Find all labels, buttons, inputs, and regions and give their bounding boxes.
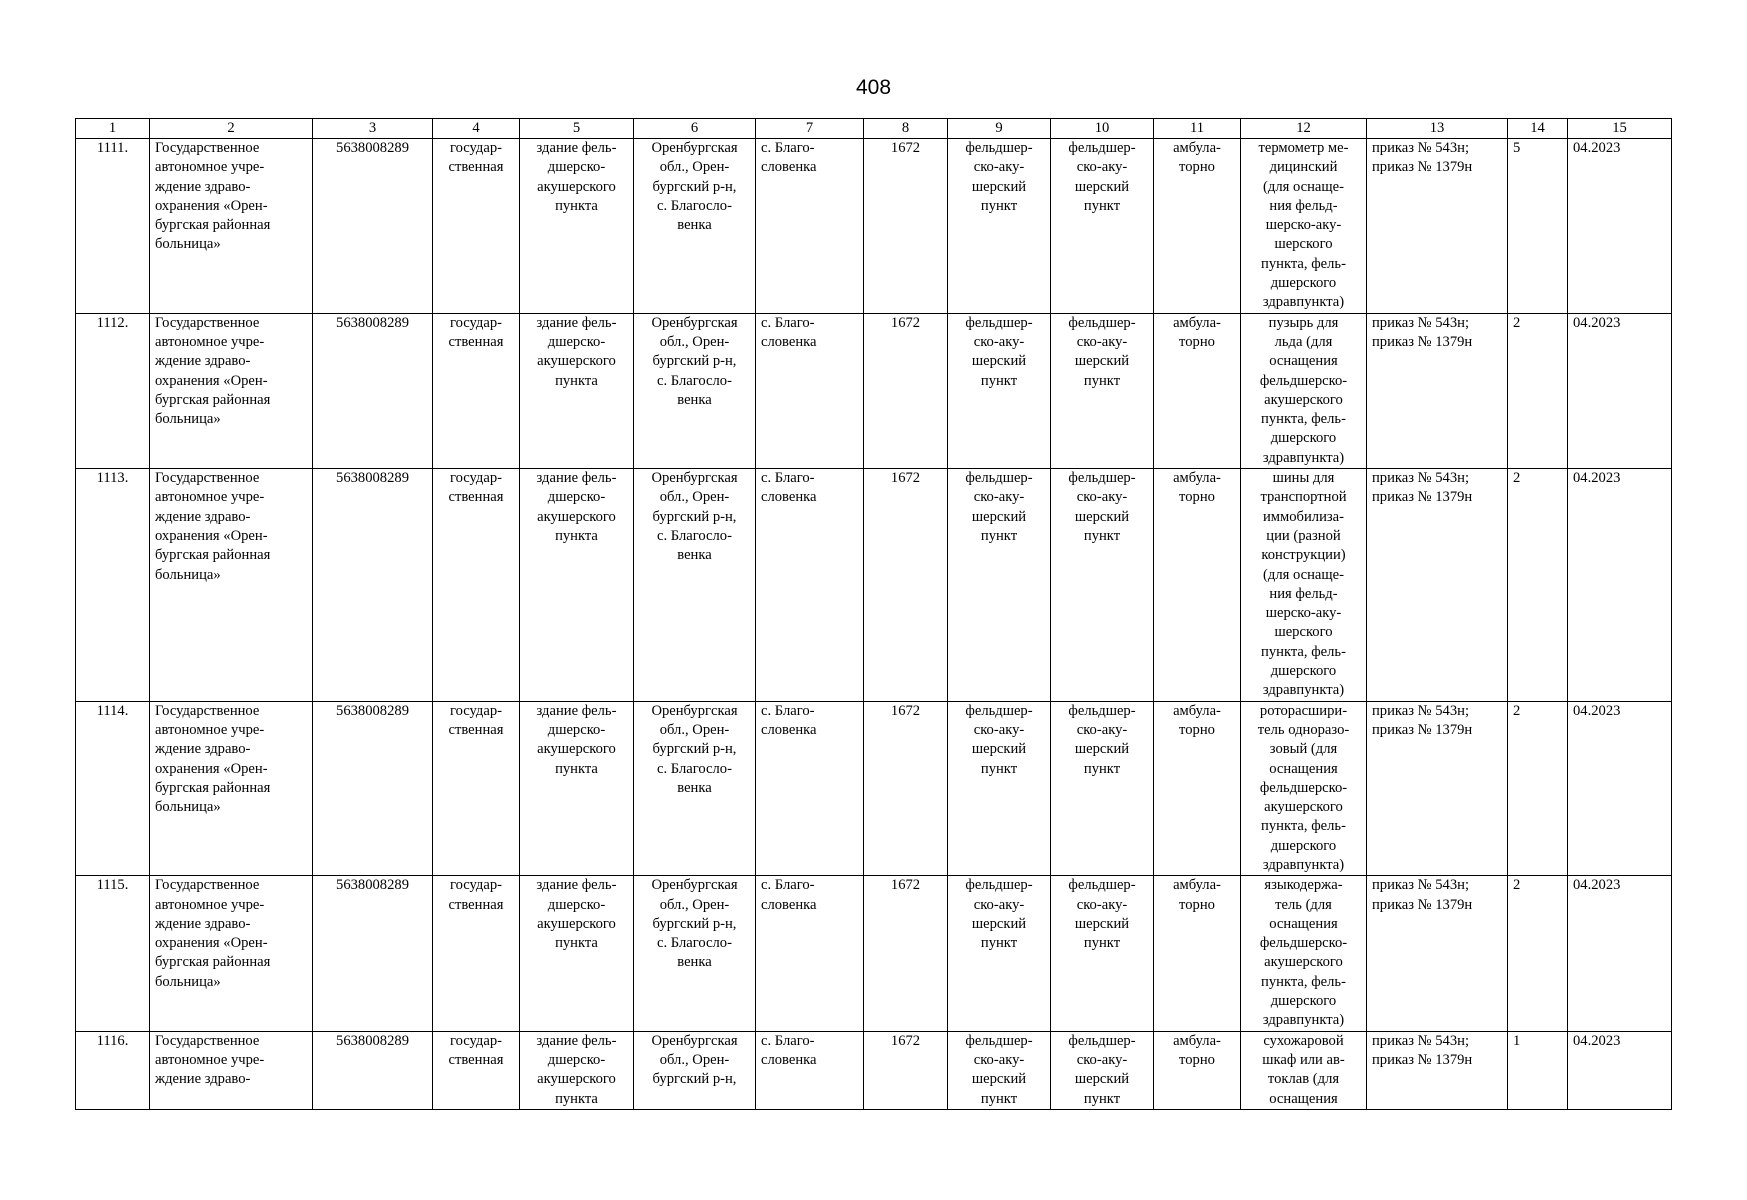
order: приказ № 543н; приказ № 1379н — [1367, 469, 1508, 702]
date: 04.2023 — [1568, 139, 1672, 314]
header-cell: 6 — [634, 119, 756, 139]
code: 1672 — [864, 876, 948, 1031]
row-number: 1113. — [76, 469, 150, 702]
building: здание фель- дшерско- акушерского пункта — [520, 139, 634, 314]
care-form: амбула- торно — [1154, 1031, 1241, 1109]
row-number: 1115. — [76, 876, 150, 1031]
ownership: государ- ственная — [433, 313, 520, 468]
order: приказ № 543н; приказ № 1379н — [1367, 1031, 1508, 1109]
organization-name: Государственное автономное учре- ждение здраво- охранения «Орен- бургская районная больница» — [150, 469, 313, 702]
table-row — [76, 701, 1672, 876]
header-cell: 8 — [864, 119, 948, 139]
quantity: 2 — [1508, 313, 1568, 468]
inn: 5638008289 — [313, 469, 433, 702]
header-cell: 5 — [520, 119, 634, 139]
header-cell: 3 — [313, 119, 433, 139]
organization-name: Государственное автономное учре- ждение здраво- — [150, 1031, 313, 1109]
row-number: 1114. — [76, 701, 150, 876]
table-row — [76, 139, 1672, 314]
code: 1672 — [864, 701, 948, 876]
table-row — [76, 1031, 1672, 1109]
code: 1672 — [864, 313, 948, 468]
address: Оренбургская обл., Орен- бургский р-н, — [634, 1031, 756, 1109]
unit-name: фельдшер- ско-аку- шерский пункт — [1051, 876, 1154, 1031]
unit-type: фельдшер- ско-аку- шерский пункт — [948, 139, 1051, 314]
unit-type: фельдшер- ско-аку- шерский пункт — [948, 313, 1051, 468]
locality: с. Благо- словенка — [756, 139, 864, 314]
unit-type: фельдшер- ско-аку- шерский пункт — [948, 876, 1051, 1031]
header-cell: 2 — [150, 119, 313, 139]
ownership: государ- ственная — [433, 701, 520, 876]
locality: с. Благо- словенка — [756, 313, 864, 468]
table-row — [76, 876, 1672, 1031]
row-number: 1116. — [76, 1031, 150, 1109]
quantity: 2 — [1508, 876, 1568, 1031]
equipment: пузырь для льда (для оснащения фельдшерско- акушерского пункта, фель- дшерского здравпункта) — [1241, 313, 1367, 468]
address: Оренбургская обл., Орен- бургский р-н, с. Благосло- венка — [634, 701, 756, 876]
header-cell: 4 — [433, 119, 520, 139]
organization-name: Государственное автономное учре- ждение здраво- охранения «Орен- бургская районная больница» — [150, 139, 313, 314]
ownership: государ- ственная — [433, 1031, 520, 1109]
registry-table — [75, 118, 1672, 1110]
locality: с. Благо- словенка — [756, 1031, 864, 1109]
ownership: государ- ственная — [433, 876, 520, 1031]
quantity: 2 — [1508, 469, 1568, 702]
table-row — [76, 469, 1672, 702]
care-form: амбула- торно — [1154, 139, 1241, 314]
header-row — [76, 119, 1672, 139]
unit-name: фельдшер- ско-аку- шерский пункт — [1051, 313, 1154, 468]
address: Оренбургская обл., Орен- бургский р-н, с. Благосло- венка — [634, 469, 756, 702]
order: приказ № 543н; приказ № 1379н — [1367, 313, 1508, 468]
date: 04.2023 — [1568, 876, 1672, 1031]
header-cell: 1 — [76, 119, 150, 139]
quantity: 5 — [1508, 139, 1568, 314]
inn: 5638008289 — [313, 139, 433, 314]
quantity: 1 — [1508, 1031, 1568, 1109]
quantity: 2 — [1508, 701, 1568, 876]
unit-type: фельдшер- ско-аку- шерский пункт — [948, 1031, 1051, 1109]
building: здание фель- дшерско- акушерского пункта — [520, 876, 634, 1031]
order: приказ № 543н; приказ № 1379н — [1367, 876, 1508, 1031]
unit-type: фельдшер- ско-аку- шерский пункт — [948, 469, 1051, 702]
inn: 5638008289 — [313, 1031, 433, 1109]
row-number: 1112. — [76, 313, 150, 468]
care-form: амбула- торно — [1154, 876, 1241, 1031]
address: Оренбургская обл., Орен- бургский р-н, с. Благосло- венка — [634, 313, 756, 468]
code: 1672 — [864, 1031, 948, 1109]
code: 1672 — [864, 469, 948, 702]
equipment: шины для транспортной иммобилиза- ции (разной конструкции) (для оснаще- ния фельд- шерско-аку- шерского пункта, фель- дшерского здравпункта) — [1241, 469, 1367, 702]
date: 04.2023 — [1568, 1031, 1672, 1109]
ownership: государ- ственная — [433, 139, 520, 314]
equipment: роторасшири- тель одноразо- зовый (для оснащения фельдшерско- акушерского пункта, фель- дшерского здравпункта) — [1241, 701, 1367, 876]
organization-name: Государственное автономное учре- ждение здраво- охранения «Орен- бургская районная больница» — [150, 313, 313, 468]
column-number-header — [76, 119, 1672, 139]
address: Оренбургская обл., Орен- бургский р-н, с. Благосло- венка — [634, 139, 756, 314]
building: здание фель- дшерско- акушерского пункта — [520, 313, 634, 468]
unit-name: фельдшер- ско-аку- шерский пункт — [1051, 1031, 1154, 1109]
unit-name: фельдшер- ско-аку- шерский пункт — [1051, 701, 1154, 876]
code: 1672 — [864, 139, 948, 314]
inn: 5638008289 — [313, 313, 433, 468]
row-number: 1111. — [76, 139, 150, 314]
building: здание фель- дшерско- акушерского пункта — [520, 701, 634, 876]
locality: с. Благо- словенка — [756, 701, 864, 876]
inn: 5638008289 — [313, 876, 433, 1031]
header-cell: 15 — [1568, 119, 1672, 139]
care-form: амбула- торно — [1154, 469, 1241, 702]
building: здание фель- дшерско- акушерского пункта — [520, 1031, 634, 1109]
equipment: термометр ме- дицинский (для оснаще- ния фельд- шерско-аку- шерского пункта, фель- дшерского здравпункта) — [1241, 139, 1367, 314]
equipment: сухожаровой шкаф или ав- токлав (для оснащения — [1241, 1031, 1367, 1109]
locality: с. Благо- словенка — [756, 469, 864, 702]
care-form: амбула- торно — [1154, 313, 1241, 468]
header-cell: 7 — [756, 119, 864, 139]
equipment: языкодержа- тель (для оснащения фельдшерско- акушерского пункта, фель- дшерского здравпункта) — [1241, 876, 1367, 1031]
order: приказ № 543н; приказ № 1379н — [1367, 139, 1508, 314]
unit-name: фельдшер- ско-аку- шерский пункт — [1051, 469, 1154, 702]
unit-type: фельдшер- ско-аку- шерский пункт — [948, 701, 1051, 876]
ownership: государ- ственная — [433, 469, 520, 702]
header-cell: 14 — [1508, 119, 1568, 139]
address: Оренбургская обл., Орен- бургский р-н, с. Благосло- венка — [634, 876, 756, 1031]
header-cell: 9 — [948, 119, 1051, 139]
header-cell: 11 — [1154, 119, 1241, 139]
organization-name: Государственное автономное учре- ждение здраво- охранения «Орен- бургская районная больница» — [150, 701, 313, 876]
building: здание фель- дшерско- акушерского пункта — [520, 469, 634, 702]
header-cell: 13 — [1367, 119, 1508, 139]
inn: 5638008289 — [313, 701, 433, 876]
date: 04.2023 — [1568, 701, 1672, 876]
date: 04.2023 — [1568, 469, 1672, 702]
header-cell: 10 — [1051, 119, 1154, 139]
page-number: 408 — [855, 76, 892, 99]
table-row — [76, 313, 1672, 468]
date: 04.2023 — [1568, 313, 1672, 468]
locality: с. Благо- словенка — [756, 876, 864, 1031]
care-form: амбула- торно — [1154, 701, 1241, 876]
organization-name: Государственное автономное учре- ждение здраво- охранения «Орен- бургская районная больница» — [150, 876, 313, 1031]
unit-name: фельдшер- ско-аку- шерский пункт — [1051, 139, 1154, 314]
header-cell: 12 — [1241, 119, 1367, 139]
order: приказ № 543н; приказ № 1379н — [1367, 701, 1508, 876]
